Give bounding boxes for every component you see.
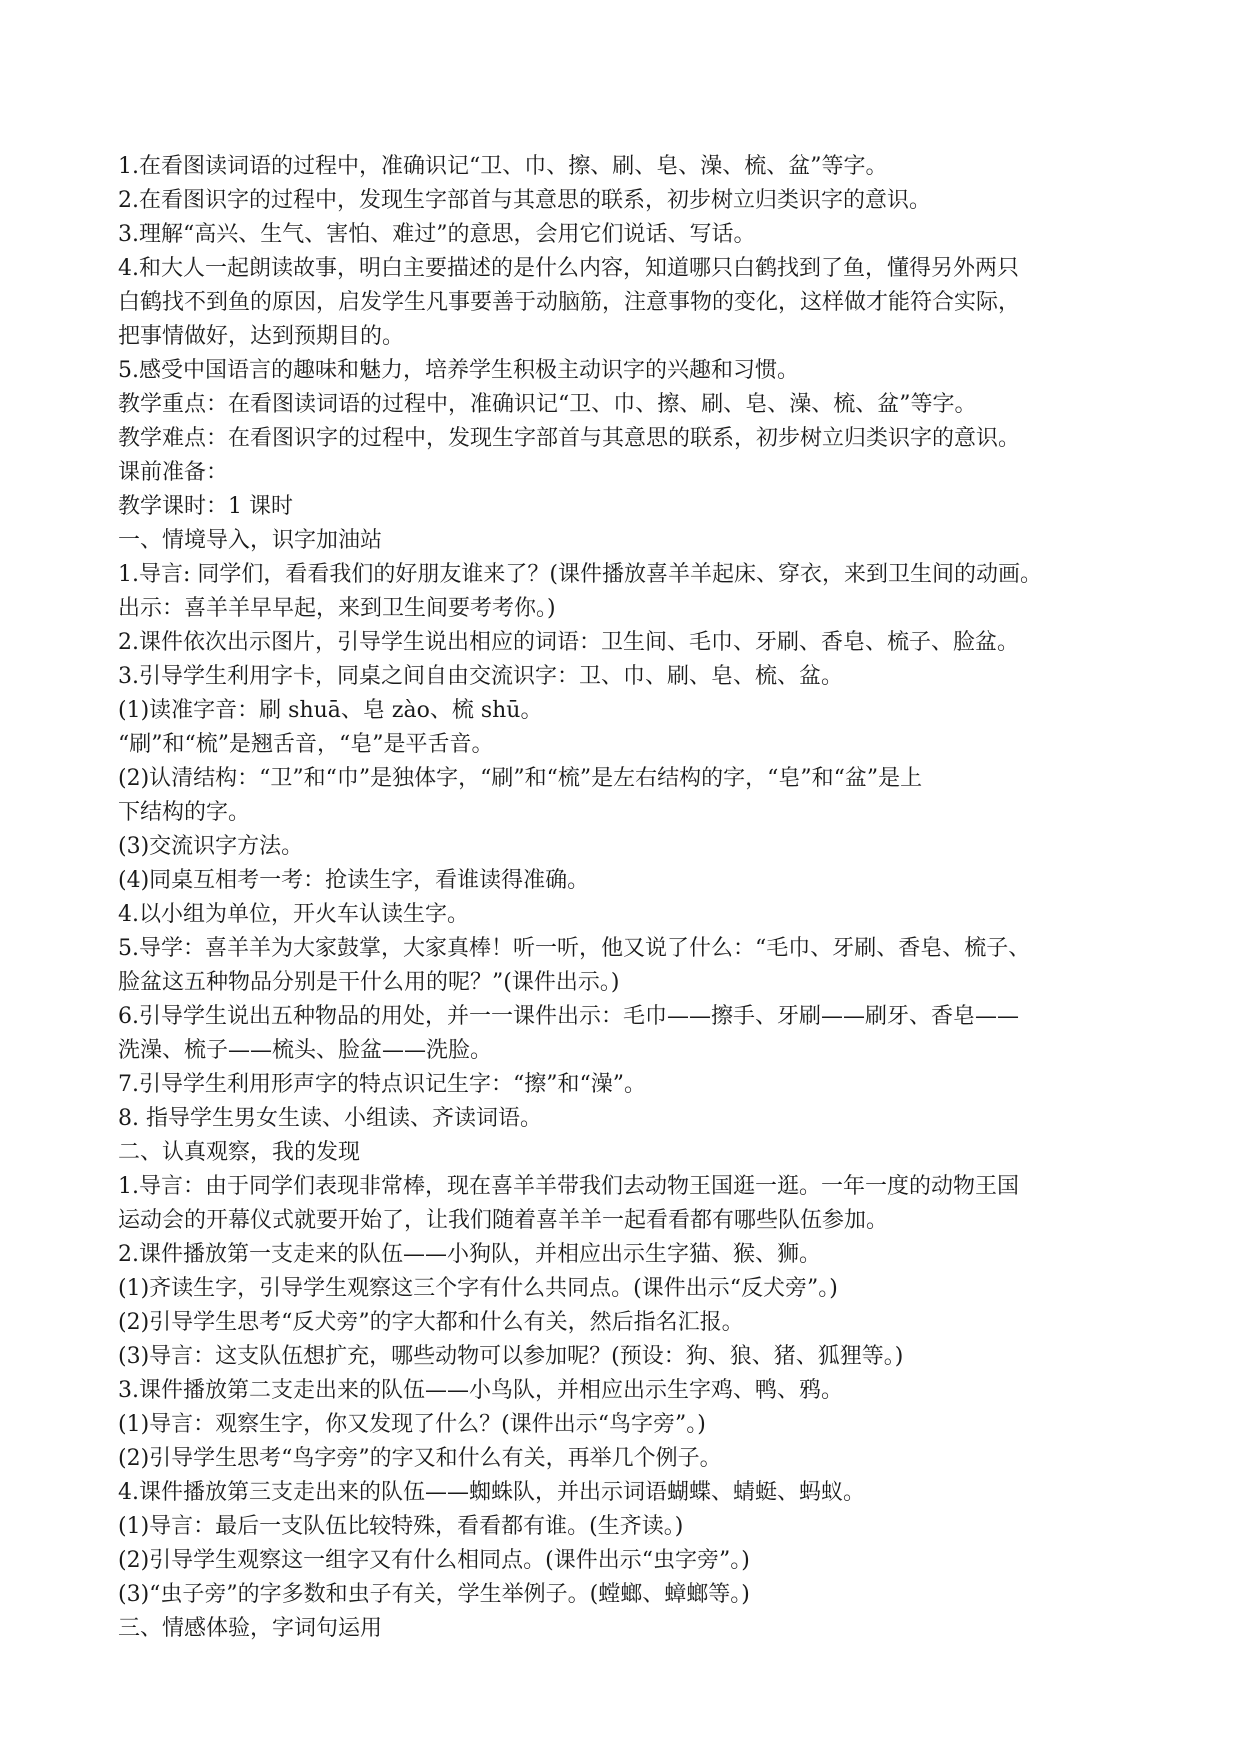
text-line: 1.在看图读词语的过程中，准确识记“卫、巾、擦、刷、皂、澡、梳、盆”等字。	[118, 154, 888, 179]
text-line: 2.课件依次出示图片，引导学生说出相应的词语：卫生间、毛巾、牙刷、香皂、梳子、脸盆。	[118, 630, 1019, 655]
text-line: 教学课时：1 课时	[118, 494, 293, 519]
text-line: (2)认清结构：“卫”和“巾”是独体字，“刷”和“梳”是左右结构的字，“皂”和“盆”是上	[118, 766, 923, 791]
text-line: (1)齐读生字，引导学生观察这三个字有什么共同点。(课件出示“反犬旁”。)	[118, 1276, 838, 1301]
text-line: (1)导言：最后一支队伍比较特殊，看看都有谁。(生齐读。)	[118, 1514, 684, 1539]
text-line: (3)交流识字方法。	[118, 834, 304, 859]
text-line: 课前准备：	[118, 460, 229, 485]
text-line: 把事情做好，达到预期目的。	[118, 324, 405, 349]
text-line: 洗澡、梳子——梳头、脸盆——洗脸。	[118, 1038, 493, 1063]
text-line: 出示：喜羊羊早早起，来到卫生间要考考你。)	[118, 596, 556, 621]
text-line: 1.导言：由于同学们表现非常棒，现在喜羊羊带我们去动物王国逛一逛。一年一度的动物王国	[118, 1174, 1019, 1199]
text-line: (3)“虫子旁”的字多数和虫子有关，学生举例子。(螳螂、蟑螂等。)	[118, 1582, 750, 1607]
text-line: (2)引导学生思考“鸟字旁”的字又和什么有关，再举几个例子。	[118, 1446, 722, 1471]
text-line: 3.理解“高兴、生气、害怕、难过”的意思，会用它们说话、写话。	[118, 222, 756, 247]
text-line: 二、认真观察，我的发现	[118, 1140, 361, 1165]
text-line: “刷”和“梳”是翘舌音，“皂”是平舌音。	[118, 732, 494, 757]
text-line: 4.以小组为单位，开火车认读生字。	[118, 902, 469, 927]
text-line: 教学重点：在看图读词语的过程中，准确识记“卫、巾、擦、刷、皂、澡、梳、盆”等字。	[118, 392, 977, 417]
text-line: 2.在看图识字的过程中，发现生字部首与其意思的联系，初步树立归类识字的意识。	[118, 188, 931, 213]
text-line: 运动会的开幕仪式就要开始了，让我们随着喜羊羊一起看看都有哪些队伍参加。	[118, 1208, 889, 1233]
text-line: (3)导言：这支队伍想扩充，哪些动物可以参加呢？(预设：狗、狼、猪、狐狸等。)	[118, 1344, 904, 1369]
text-line: 8. 指导学生男女生读、小组读、齐读词语。	[118, 1106, 542, 1131]
text-line: 三、情感体验，字词句运用	[118, 1616, 383, 1641]
text-line: (1)读准字音：刷 shuā、皂 zào、梳 shū。	[118, 698, 543, 723]
text-line: 4.课件播放第三支走出来的队伍——蜘蛛队，并出示词语蝴蝶、蜻蜓、蚂蚁。	[118, 1480, 865, 1505]
text-line: 教学难点：在看图识字的过程中，发现生字部首与其意思的联系，初步树立归类识字的意识。	[118, 426, 1021, 451]
document-page	[118, 150, 1143, 1646]
text-line: 3.引导学生利用字卡，同桌之间自由交流识字：卫、巾、刷、皂、梳、盆。	[118, 664, 843, 689]
text-line: 脸盆这五种物品分别是干什么用的呢？”(课件出示。)	[118, 970, 620, 995]
text-line: 5.导学：喜羊羊为大家鼓掌，大家真棒！听一听，他又说了什么：“毛巾、牙刷、香皂、梳子、	[118, 936, 1031, 961]
text-line: (2)引导学生思考“反犬旁”的字大都和什么有关，然后指名汇报。	[118, 1310, 744, 1335]
text-line: 5.感受中国语言的趣味和魅力，培养学生积极主动识字的兴趣和习惯。	[118, 358, 799, 383]
text-line: 2.课件播放第一支走来的队伍——小狗队，并相应出示生字猫、猴、狮。	[118, 1242, 821, 1267]
text-line: 7.引导学生利用形声字的特点识记生字：“擦”和“澡”。	[118, 1072, 646, 1097]
text-line: 一、情境导入，识字加油站	[118, 528, 383, 553]
text-line: (4)同桌互相考一考：抢读生字，看谁读得准确。	[118, 868, 590, 893]
text-line: 1.导言: 同学们，看看我们的好朋友谁来了？(课件播放喜羊羊起床、穿衣，来到卫生间的动画。	[118, 562, 1042, 587]
text-line: 6.引导学生说出五种物品的用处，并一一课件出示：毛巾——擦手、牙刷——刷牙、香皂——	[118, 1004, 1019, 1029]
text-line: 白鹤找不到鱼的原因，启发学生凡事要善于动脑筋，注意事物的变化，这样做才能符合实际，	[118, 290, 1021, 315]
text-line: (1)导言：观察生字，你又发现了什么？(课件出示“鸟字旁”。)	[118, 1412, 706, 1437]
text-line: 3.课件播放第二支走出来的队伍——小鸟队，并相应出示生字鸡、鸭、鸦。	[118, 1378, 843, 1403]
text-line: 下结构的字。	[118, 800, 251, 825]
text-line: (2)引导学生观察这一组字又有什么相同点。(课件出示“虫字旁”。)	[118, 1548, 750, 1573]
text-line: 4.和大人一起朗读故事，明白主要描述的是什么内容，知道哪只白鹤找到了鱼，懂得另外两只	[118, 256, 1019, 281]
